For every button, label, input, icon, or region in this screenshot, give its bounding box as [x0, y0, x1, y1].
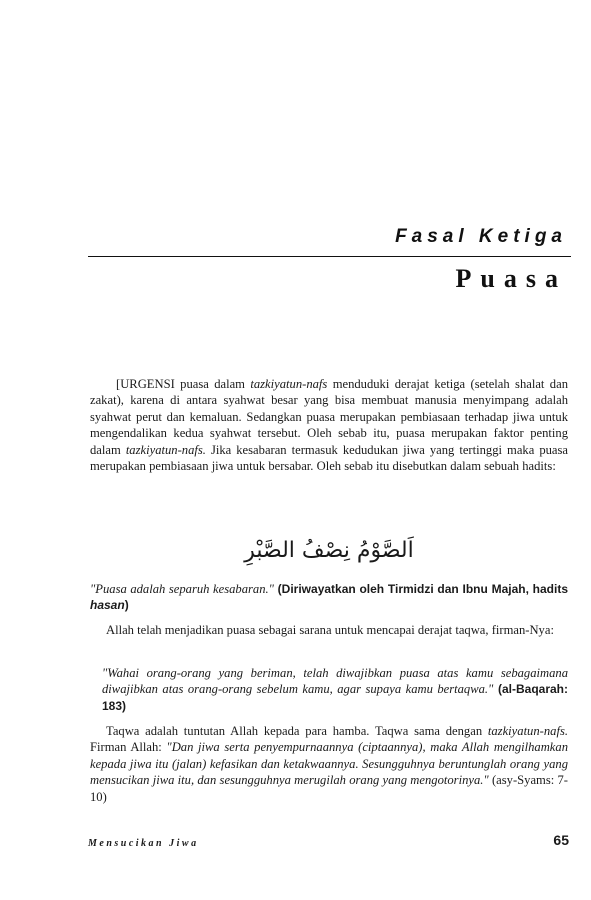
hadith-quote: "Puasa adalah separuh kesabaran." [90, 582, 274, 596]
quran-quote-ref: (al-Baqarah: 183) [102, 682, 568, 713]
hadith-source-close: ) [124, 598, 129, 613]
para3-term: tazkiyatun-nafs. [487, 724, 568, 738]
hadith-translation [90, 581, 568, 614]
intro-text-1: [URGENSI puasa dalam [116, 377, 251, 391]
arabic-hadith: اَلصَّوْمُ نِصْفُ الصَّبْرِ [244, 538, 414, 563]
chapter-divider [88, 256, 571, 257]
running-footer-title: Mensucikan Jiwa [88, 838, 199, 849]
para3-text-1: Taqwa adalah tuntutan Allah kepada para hamba. Taqwa sama dengan [106, 724, 488, 738]
chapter-title: Puasa [455, 264, 567, 293]
para3-text-2: Firman Allah: [90, 740, 167, 755]
quran-quote-baqarah [90, 665, 568, 714]
intro-term-1: tazkiyatun-nafs [250, 377, 328, 391]
intro-paragraph [90, 376, 568, 474]
paragraph-taqwa-intro: Allah telah menjadikan puasa sebagai sarana untuk mencapai derajat taqwa, firman-Nya: [106, 623, 554, 637]
quran-quote-syams-ref: (asy-Syams: 7-10) [90, 773, 568, 804]
quran-quote-text: "Wahai orang-orang yang beriman, telah diwajibkan puasa atas kamu sebagaimana diwajibkan atas orang-orang sebelum kamu, agar supaya kamu bertaqwa." [102, 666, 568, 697]
intro-text-3: Jika kesabaran termasuk kedudukan jiwa yang tertinggi maka puasa merupakan pembiasaan jiwa untuk bersabar. Oleh sebab itu disebutkan dalam sebuah hadits: [90, 442, 569, 474]
intro-term-2: tazkiyatun-nafs. [125, 442, 206, 457]
hadith-source: (Diriwayatkan oleh Tirmidzi dan Ibnu Majah, hadits [273, 582, 568, 596]
intro-text-2: menduduki derajat ketiga (setelah shalat dan zakat), karena di antara syahwat besar yang bisa membuat manusia menyimpang adalah syahwat perut dan kemaluan. Sedangkan puasa merupakan pembiasaan terhadap jiwa untuk mengendalikan kedua syahwat tersebut. Oleh sebab itu, puasa merupakan faktor penting dalam [90, 377, 568, 457]
paragraph-taqwa-tazkiyah [90, 723, 568, 805]
hadith-grade: hasan [90, 598, 125, 613]
chapter-label: Fasal Ketiga [395, 226, 567, 247]
quran-quote-syams: "Dan jiwa serta penyempurnaannya (ciptaannya), maka Allah mengilhamkan kepada jiwa itu (jalan) kefasikan dan ketakwaannya. Sesungguhnya beruntunglah orang yang mensucikan jiwa itu, dan sesungguhnya merugilah orang yang mengotorinya." [90, 740, 568, 788]
page-number: 65 [553, 832, 569, 848]
